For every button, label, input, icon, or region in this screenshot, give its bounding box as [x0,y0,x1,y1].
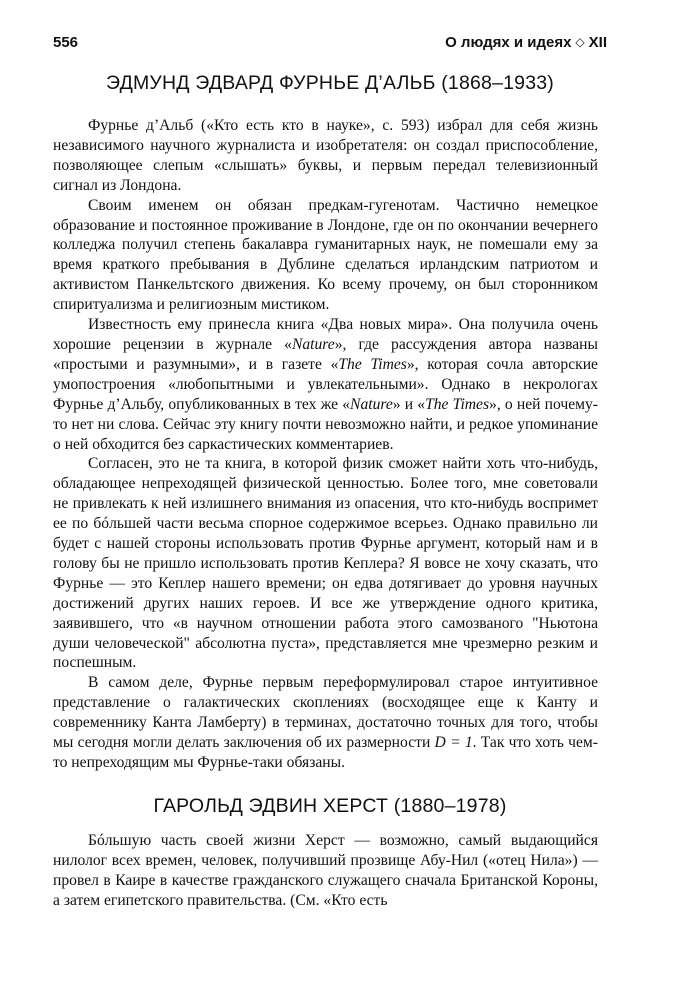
header-chapter-number: XII [588,34,607,51]
math-formula: D = 1 [434,734,473,752]
section-title-hurst: ГАРОЛЬД ЭДВИН ХЕРСТ (1880–1978) [153,795,507,817]
newspaper-name-italic: The Times [425,395,490,413]
paragraph-text: Известность ему принесла книга «Два новых мира». Она получила очень хорошие рецензии в журнале « [53,316,598,353]
paragraph: Согласен, это не та книга, в которой физик сможет найти хоть что-нибудь, обладающее непреходящей физической ценностью. Более того, мне советовали не привлекать к ней излишнего внимания из опасения, что кто-нибудь воспримет ее по бóльшей части весьма спорное содержимое всерьез. Однако правильно ли будет с нашей стороны использовать против Фурнье аргумент, который нам и в голову бы не пришло использовать против Кеплера? Я вовсе не хочу сказать, что Фурнье — это Кеплер нашего времени; он едва дотягивает до уровня научных достижений других наших героев. И все же утверждение одного критика, заявившего, что «в научном отношении работа этого самозваного "Ньютона души человеческой" абсолютна пуста», представляется мне чрезмерно резким и поспешным. [53,455,598,672]
section-body-hurst [53,831,598,911]
paragraph-text: », которая сочла авторские умопостроения «любопытными и увлекательными». Однако в некрологах Фурнье д’Альбу, опубликованных в тех же « [53,355,598,413]
paragraph [53,673,598,773]
section-body-fournier [53,116,598,773]
paragraph-text: » и « [392,395,426,413]
paragraph-text: », о ней почему-то нет ни слова. Сейчас эту книгу почти невозможно найти, и редкое упоминание о ней обходится без саркастических комментариев. [53,395,598,453]
paragraph-text: В самом деле, Фурнье первым переформулировал старое интуитивное представление о галактических скоплениях (восходящее еще к Канту и современнику Канта Ламберту) в терминах, достаточно точных для того, чтобы мы сегодня могли делать заключения об их размерности [53,674,598,752]
diamond-icon: ◇ [575,35,585,49]
paragraph-text: », где рассуждения автора названы «простыми и разумными», и в газете « [53,335,598,373]
paragraph: Фурнье д’Альб («Кто есть кто в науке», с. 593) избрал для себя жизнь независимого научного журналиста и изобретателя: он создал приспособление, позволяющее слепым «слышать» буквы, и первым передал телевизионный сигнал из Лондона. [53,117,598,194]
running-header [53,34,607,56]
section-title-fournier: ЭДМУНД ЭДВАРД ФУРНЬЕ Д’АЛЬБ (1868–1933) [106,72,554,94]
header-section-label [445,34,607,51]
newspaper-name-italic: The Times [338,355,407,373]
journal-name-italic: Nature [291,335,335,353]
paragraph [53,315,598,454]
page-number: 556 [53,34,79,51]
paragraph: Своим именем он обязан предкам-гугенотам. Частично немецкое образование и постоянное проживание в Лондоне, где он по окончании вечернего колледжа получил степень бакалавра гуманитарных наук, не помешали ему за время краткого пребывания в Дублине сделаться ирландским патриотом и активистом Панкельтского движения. Ко всему прочему, он был сторонником спиритуализма и религиозным мистиком. [53,196,598,314]
journal-name-italic: Nature [350,395,393,413]
header-section-title: О людях и идеях [445,34,572,51]
paragraph-text: . Так что хоть чем-то непреходящим мы Фурнье-таки обязаны. [53,734,598,771]
paragraph: Бóльшую часть своей жизни Херст — возможно, самый выдающийся нилолог всех времен, человек, получивший прозвище Абу-Нил («отец Нила») — провел в Каире в качестве гражданского служащего сначала Британской Короны, а затем египетского правительства. (См. «Кто есть [53,832,598,909]
